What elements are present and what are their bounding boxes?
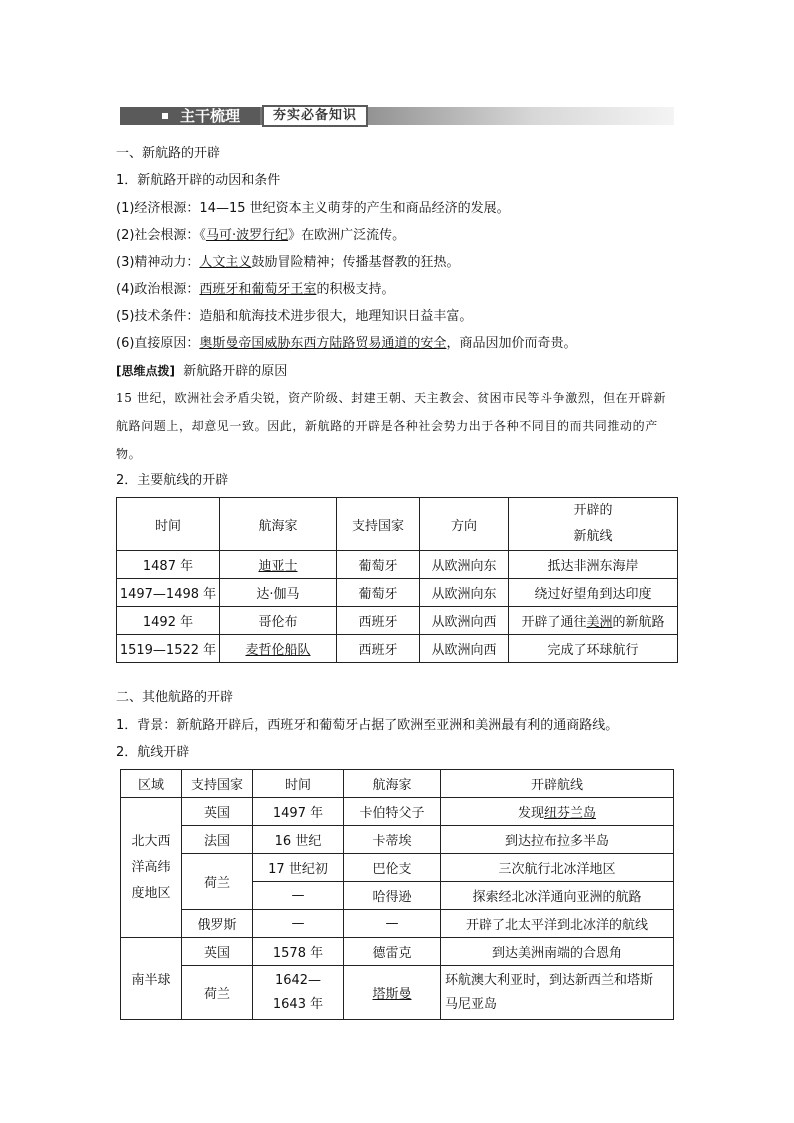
header-main-text: 主干梳理	[180, 107, 241, 125]
region-line-1: 北大西	[131, 833, 171, 849]
cell-route-underline: 美洲	[586, 615, 613, 630]
thinking-note-heading	[116, 362, 287, 381]
cell-country: 英国	[182, 798, 253, 826]
table-row	[121, 854, 674, 882]
header-time: 时间	[117, 498, 220, 551]
item-2-post: 》在欧洲广泛流传。	[288, 228, 406, 243]
cell-route: 完成了环球航行	[509, 635, 678, 663]
cell-route: 到达拉布拉多半岛	[441, 826, 674, 854]
table-row	[121, 938, 674, 966]
cell-time: 1519—1522 年	[117, 635, 220, 663]
region-line-3: 度地区	[131, 885, 171, 901]
cell-route: 三次航行北冰洋地区	[441, 854, 674, 882]
table-row	[117, 607, 678, 635]
item-6	[116, 335, 576, 353]
cell-route: 抵达非洲东海岸	[509, 551, 678, 579]
header-country: 支持国家	[182, 770, 253, 798]
header-direction: 方向	[420, 498, 509, 551]
table-row	[121, 966, 674, 1020]
cell-navigator: 哈得逊	[344, 882, 441, 910]
header-sub-text: 夯实必备知识	[262, 105, 368, 127]
cell-navigator: 德雷克	[344, 938, 441, 966]
cell-time: 1578 年	[253, 938, 344, 966]
cell-time: 17 世纪初	[253, 854, 344, 882]
item-5-prefix: (5)技术条件：	[116, 309, 200, 324]
cell-time: 1487 年	[117, 551, 220, 579]
cell-navigator: 哥伦布	[220, 607, 337, 635]
item-2-prefix: (2)社会根源：	[116, 228, 200, 243]
cell-navigator	[220, 551, 337, 579]
cell-navigator: 达·伽马	[220, 579, 337, 607]
section-header-bar	[120, 105, 674, 127]
table-row	[121, 826, 674, 854]
header-route: 开辟航线	[441, 770, 674, 798]
cell-time: —	[253, 882, 344, 910]
cell-region-north-atlantic	[121, 798, 182, 938]
cell-navigator	[220, 635, 337, 663]
item-6-prefix: (6)直接原因：	[116, 336, 200, 351]
cell-route	[441, 966, 674, 1020]
item-6-post: ，商品因加价而奇贵。	[446, 336, 577, 351]
cell-direction: 从欧洲向西	[420, 607, 509, 635]
cell-time: —	[253, 910, 344, 938]
cell-navigator: 巴伦支	[344, 854, 441, 882]
cell-country: 西班牙	[337, 635, 420, 663]
item-4	[116, 281, 394, 299]
header-region: 区域	[121, 770, 182, 798]
thinking-note-title: 新航路开辟的原因	[183, 364, 288, 379]
section-1-sub-1: 1．新航路开辟的动因和条件	[116, 173, 281, 188]
cell-time	[253, 966, 344, 1020]
table-row	[121, 798, 674, 826]
item-1	[116, 200, 510, 218]
cell-time: 16 世纪	[253, 826, 344, 854]
section-1-title: 一、新航路的开辟	[116, 146, 221, 161]
cell-route-post: 的新航路	[612, 615, 665, 630]
header-route-l2: 新航线	[573, 529, 613, 544]
cell-route-l1: 环航澳大利亚时，到达新西兰和塔斯	[445, 972, 654, 988]
item-2	[116, 227, 405, 245]
item-2-underline: 马可·波罗行纪	[205, 228, 289, 243]
item-4-post: 的积极支持。	[316, 282, 395, 297]
square-bullet-icon	[162, 113, 168, 119]
cell-navigator-text: 迪亚士	[258, 559, 298, 574]
cell-route-underline: 纽芬兰岛	[544, 806, 597, 821]
cell-country: 荷兰	[182, 966, 253, 1020]
cell-route: 到达美洲南端的合恩角	[441, 938, 674, 966]
header-route-l1: 开辟的	[573, 503, 613, 518]
cell-direction: 从欧洲向东	[420, 551, 509, 579]
section-2-sub-2: 2．航线开辟	[116, 745, 190, 760]
table-row	[117, 579, 678, 607]
cell-time: 1497 年	[253, 798, 344, 826]
cell-country: 西班牙	[337, 607, 420, 635]
cell-country: 法国	[182, 826, 253, 854]
item-3-prefix: (3)精神动力：	[116, 255, 200, 270]
table-row	[117, 635, 678, 663]
other-routes-table	[120, 769, 674, 1020]
cell-country: 葡萄牙	[337, 551, 420, 579]
cell-time: 1497—1498 年	[117, 579, 220, 607]
cell-route-l2: 马尼亚岛	[445, 996, 498, 1012]
item-4-prefix: (4)政治根源：	[116, 282, 200, 297]
cell-country: 英国	[182, 938, 253, 966]
cell-country: 俄罗斯	[182, 910, 253, 938]
cell-route-pre: 开辟了通往	[521, 615, 587, 630]
item-4-underline: 西班牙和葡萄牙王室	[199, 282, 317, 297]
cell-navigator: —	[344, 910, 441, 938]
thinking-note-body: 15 世纪，欧洲社会矛盾尖锐，资产阶级、封建王朝、天主教会、贫困市民等斗争激烈，但在开辟新航路问题上，却意见一致。因此，新航路的开辟是各种社会势力出于各种不同目的而共同推动的产物。	[116, 391, 667, 461]
cell-navigator: 卡蒂埃	[344, 826, 441, 854]
cell-time: 1492 年	[117, 607, 220, 635]
table-header-row	[121, 770, 674, 798]
table-row	[117, 551, 678, 579]
cell-route: 探索经北冰洋通向亚洲的航路	[441, 882, 674, 910]
cell-route	[441, 798, 674, 826]
cell-route: 绕过好望角到达印度	[509, 579, 678, 607]
header-route	[509, 498, 678, 551]
item-3-post: 鼓励冒险精神；传播基督教的狂热。	[251, 255, 460, 270]
item-6-underline: 奥斯曼帝国威胁东西方陆路贸易通道的安全	[199, 336, 447, 351]
cell-navigator-text: 麦哲伦船队	[245, 643, 311, 658]
item-3	[116, 254, 459, 272]
region-line-2: 洋高纬	[131, 859, 171, 875]
cell-country: 葡萄牙	[337, 579, 420, 607]
cell-route	[509, 607, 678, 635]
header-country: 支持国家	[337, 498, 420, 551]
cell-navigator: 卡伯特父子	[344, 798, 441, 826]
table-row	[121, 910, 674, 938]
cell-navigator	[344, 966, 441, 1020]
item-1-text: 14—15 世纪资本主义萌芽的产生和商品经济的发展。	[199, 201, 510, 216]
cell-country: 荷兰	[182, 854, 253, 910]
item-5-text: 造船和航海技术进步很大，地理知识日益丰富。	[199, 309, 473, 324]
cell-time-l1: 1642—	[274, 972, 322, 988]
cell-navigator-text: 塔斯曼	[372, 987, 412, 1002]
item-2-pre: 《	[199, 228, 206, 243]
item-5	[116, 308, 472, 326]
cell-direction: 从欧洲向西	[420, 635, 509, 663]
thinking-note-label: [思维点拨]	[116, 364, 175, 378]
table-header-row	[117, 498, 678, 551]
header-main	[120, 107, 260, 125]
main-routes-table	[116, 497, 678, 663]
cell-direction: 从欧洲向东	[420, 579, 509, 607]
cell-route-pre: 发现	[517, 806, 544, 821]
cell-route: 开辟了北太平洋到北冰洋的航线	[441, 910, 674, 938]
section-2-title: 二、其他航路的开辟	[116, 690, 234, 705]
header-navigator: 航海家	[344, 770, 441, 798]
item-3-underline: 人文主义	[199, 255, 252, 270]
section-2-sub-1: 1．背景：新航路开辟后，西班牙和葡萄牙占据了欧洲至亚洲和美洲最有利的通商路线。	[116, 718, 619, 733]
item-1-prefix: (1)经济根源：	[116, 201, 200, 216]
cell-region-southern-hemisphere: 南半球	[121, 938, 182, 1020]
header-time: 时间	[253, 770, 344, 798]
header-navigator: 航海家	[220, 498, 337, 551]
cell-time-l2: 1643 年	[272, 996, 324, 1012]
section-1-sub-2: 2．主要航线的开辟	[116, 473, 229, 488]
